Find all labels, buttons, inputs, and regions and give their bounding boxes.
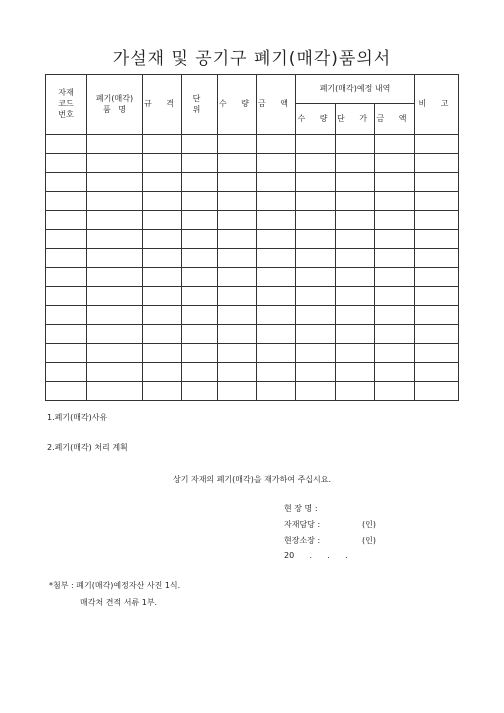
table-cell (218, 382, 257, 401)
table-cell (46, 287, 87, 306)
table-cell (296, 287, 336, 306)
table-cell (296, 249, 336, 268)
material-manager-row (284, 519, 376, 530)
table-cell (257, 306, 296, 325)
table-cell (46, 325, 87, 344)
table-cell (336, 363, 375, 382)
material-manager-seal: (인) (362, 520, 376, 529)
table-cell (296, 173, 336, 192)
table-row (46, 382, 459, 401)
table-cell (182, 230, 218, 249)
table-cell (87, 135, 143, 154)
table-cell (143, 192, 182, 211)
date-line: 20 . . . (284, 551, 348, 560)
table-cell (182, 382, 218, 401)
table-cell (218, 287, 257, 306)
table-cell (296, 192, 336, 211)
table-cell (257, 192, 296, 211)
table-cell (218, 363, 257, 382)
table-cell (415, 135, 459, 154)
table-cell (46, 154, 87, 173)
table-cell (415, 249, 459, 268)
table-cell (46, 173, 87, 192)
table-cell (375, 192, 415, 211)
table-cell (375, 135, 415, 154)
table-cell (296, 230, 336, 249)
site-manager-row (284, 535, 376, 546)
header-planned-group: 폐기(매각)예정 내역 (296, 75, 415, 104)
table-cell (257, 287, 296, 306)
table-cell (375, 230, 415, 249)
table-cell (87, 325, 143, 344)
table-cell (143, 249, 182, 268)
table-cell (182, 154, 218, 173)
table-row (46, 325, 459, 344)
table-cell (143, 325, 182, 344)
table-cell (415, 173, 459, 192)
table-cell (143, 173, 182, 192)
table-cell (336, 154, 375, 173)
table-cell (87, 344, 143, 363)
table-cell (143, 306, 182, 325)
table-cell (182, 173, 218, 192)
table-cell (182, 344, 218, 363)
table-cell (182, 192, 218, 211)
attachment-line1: *첨부 : 폐기(매각)예정자산 사진 1식. (49, 581, 181, 590)
table-cell (336, 192, 375, 211)
table-cell (257, 268, 296, 287)
table-cell (218, 249, 257, 268)
table-cell (218, 154, 257, 173)
table-cell (336, 268, 375, 287)
table-cell (218, 230, 257, 249)
table-row (46, 306, 459, 325)
table-cell (257, 249, 296, 268)
table-cell (218, 344, 257, 363)
table-cell (143, 268, 182, 287)
table-cell (336, 249, 375, 268)
table-cell (375, 344, 415, 363)
table-cell (375, 287, 415, 306)
table-cell (143, 230, 182, 249)
header-item-line1: 폐기(매각) (95, 93, 134, 103)
table-cell (296, 154, 336, 173)
table-cell (182, 135, 218, 154)
table-row (46, 173, 459, 192)
table-cell (182, 287, 218, 306)
table-cell (257, 230, 296, 249)
table-cell (336, 344, 375, 363)
table-cell (375, 306, 415, 325)
table-cell (296, 268, 336, 287)
table-cell (257, 363, 296, 382)
header-code-line3: 번호 (58, 109, 74, 119)
table-cell (182, 211, 218, 230)
table-row (46, 268, 459, 287)
table-cell (87, 192, 143, 211)
table-cell (415, 268, 459, 287)
table-row (46, 135, 459, 154)
table-cell (87, 154, 143, 173)
table-cell (46, 382, 87, 401)
table-cell (296, 382, 336, 401)
table-cell (182, 306, 218, 325)
table-cell (257, 344, 296, 363)
table-cell (218, 192, 257, 211)
table-cell (143, 135, 182, 154)
header-row-1 (46, 75, 459, 104)
table-cell (415, 325, 459, 344)
header-code-line2: 코드 (58, 99, 74, 109)
table-cell (296, 135, 336, 154)
table-cell (218, 211, 257, 230)
table-cell (257, 325, 296, 344)
table-cell (375, 249, 415, 268)
table-cell (87, 287, 143, 306)
table-cell (46, 268, 87, 287)
table-cell (143, 287, 182, 306)
table-row (46, 192, 459, 211)
table-cell (87, 230, 143, 249)
table-cell (296, 306, 336, 325)
table-body (46, 135, 459, 401)
table-cell (415, 154, 459, 173)
table-cell (182, 325, 218, 344)
table-cell (46, 249, 87, 268)
site-name-row (284, 503, 318, 514)
header-unit: 단 위 (182, 75, 218, 135)
table-cell (46, 344, 87, 363)
table-cell (218, 268, 257, 287)
table-cell (375, 325, 415, 344)
header-spec: 규 격 (143, 75, 182, 135)
table-cell (375, 173, 415, 192)
table-cell (87, 173, 143, 192)
table-cell (336, 325, 375, 344)
header-remarks: 비 고 (415, 75, 459, 135)
attachment-line2: 매각처 견적 서류 1부. (80, 598, 158, 607)
table-cell (46, 306, 87, 325)
table-cell (296, 363, 336, 382)
table-cell (46, 363, 87, 382)
table-cell (257, 173, 296, 192)
site-name-label: 현 장 명 : (284, 504, 318, 513)
header-item-cell (87, 75, 143, 135)
table-cell (87, 249, 143, 268)
table-cell (143, 344, 182, 363)
table-cell (257, 154, 296, 173)
plan-label: 2.폐기(매각) 처리 계획 (47, 443, 128, 452)
table-cell (415, 211, 459, 230)
table-cell (143, 211, 182, 230)
table-cell (415, 306, 459, 325)
table-cell (415, 363, 459, 382)
table-cell (46, 192, 87, 211)
table-cell (46, 135, 87, 154)
site-manager-label: 현장소장 : (284, 536, 321, 545)
table-cell (46, 211, 87, 230)
table-row (46, 344, 459, 363)
table-cell (87, 363, 143, 382)
header-item-line2: 품 명 (102, 104, 127, 114)
table-cell (415, 230, 459, 249)
table-cell (296, 344, 336, 363)
disposal-table (45, 74, 459, 401)
table-cell (415, 382, 459, 401)
table-cell (336, 287, 375, 306)
table-cell (375, 154, 415, 173)
table-cell (336, 306, 375, 325)
table-cell (296, 325, 336, 344)
table-cell (143, 154, 182, 173)
table-cell (415, 344, 459, 363)
table-cell (87, 211, 143, 230)
table-cell (336, 173, 375, 192)
table-cell (257, 382, 296, 401)
table-cell (336, 230, 375, 249)
table-cell (296, 211, 336, 230)
table-cell (218, 325, 257, 344)
table-row (46, 230, 459, 249)
header-qty: 수 량 (218, 75, 257, 135)
table-cell (257, 211, 296, 230)
table-cell (336, 211, 375, 230)
table-row (46, 249, 459, 268)
table-cell (375, 363, 415, 382)
table-cell (336, 135, 375, 154)
header-code-line1: 자재 (58, 88, 74, 98)
table-cell (415, 287, 459, 306)
table-cell (87, 306, 143, 325)
table-cell (218, 306, 257, 325)
table-row (46, 363, 459, 382)
table-cell (143, 382, 182, 401)
table-cell (182, 249, 218, 268)
site-manager-seal: (인) (362, 536, 376, 545)
table-cell (46, 230, 87, 249)
table-cell (143, 363, 182, 382)
document-title: 가설재 및 공기구 폐기(매각)품의서 (112, 49, 392, 69)
header-code-cell (46, 75, 87, 135)
table-row (46, 211, 459, 230)
table-cell (257, 135, 296, 154)
header-planned-price: 단 가 (336, 104, 375, 135)
table-row (46, 154, 459, 173)
material-manager-label: 자재담당 : (284, 520, 321, 529)
table-cell (375, 382, 415, 401)
header-planned-amount: 금 액 (375, 104, 415, 135)
table-cell (218, 135, 257, 154)
reason-label: 1.폐기(매각)사유 (47, 413, 108, 422)
table-cell (182, 268, 218, 287)
table-cell (375, 268, 415, 287)
table-cell (375, 211, 415, 230)
header-planned-qty: 수 량 (296, 104, 336, 135)
table-cell (87, 268, 143, 287)
table-row (46, 287, 459, 306)
table-cell (218, 173, 257, 192)
header-amount: 금 액 (257, 75, 296, 135)
table-cell (182, 363, 218, 382)
table-cell (87, 382, 143, 401)
request-text: 상기 자재의 폐기(매각)을 재가하여 주십시요. (172, 475, 332, 484)
table-cell (336, 382, 375, 401)
table-cell (415, 192, 459, 211)
